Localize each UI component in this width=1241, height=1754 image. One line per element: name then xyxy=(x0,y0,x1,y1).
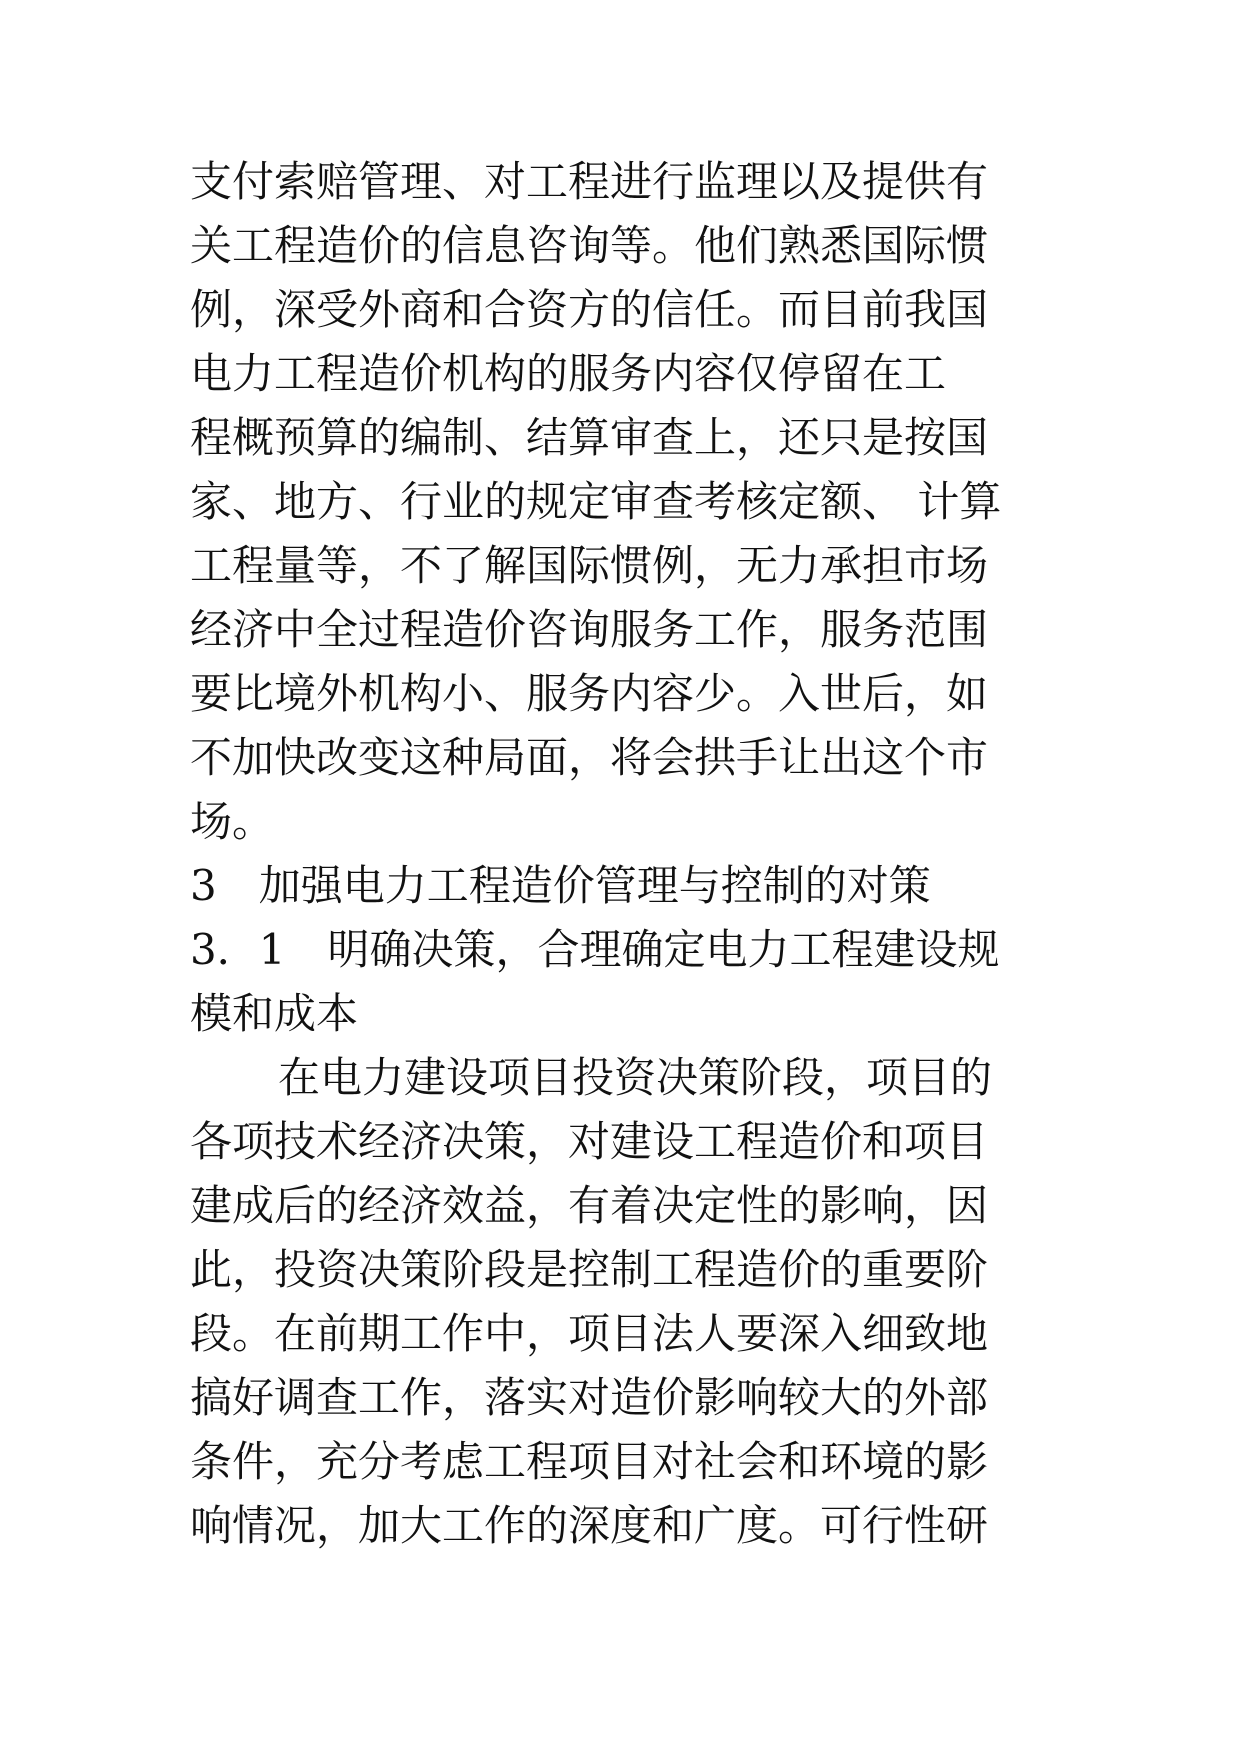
paragraph-line: 各项技术经济决策，对建设工程造价和项目 xyxy=(190,1117,989,1166)
section-heading: 3 加强电力工程造价管理与控制的对策 xyxy=(190,861,931,910)
paragraph-line: 建成后的经济效益，有着决定性的影响，因 xyxy=(190,1181,989,1230)
paragraph-line: 段。在前期工作中，项目法人要深入细致地 xyxy=(190,1309,989,1358)
paragraph-line: 响情况，加大工作的深度和广度。可行性研 xyxy=(190,1501,989,1550)
paragraph-line: 搞好调查工作，落实对造价影响较大的外部 xyxy=(190,1373,989,1422)
paragraph-line: 家、地方、行业的规定审查考核定额、 计算 xyxy=(190,477,1002,526)
paragraph-line: 电力工程造价机构的服务内容仅停留在工 xyxy=(190,349,947,398)
paragraph-line: 条件，充分考虑工程项目对社会和环境的影 xyxy=(190,1437,989,1486)
paragraph-line: 关工程造价的信息咨询等。他们熟悉国际惯 xyxy=(190,221,989,270)
paragraph-line: 场。 xyxy=(190,797,275,846)
paragraph-line: 支付索赔管理、对工程进行监理以及提供有 xyxy=(190,157,989,206)
paragraph-line: 例，深受外商和合资方的信任。而目前我国 xyxy=(190,285,989,334)
subsection-heading: 模和成本 xyxy=(190,989,359,1038)
document-body xyxy=(190,150,1060,1558)
paragraph-line: 此，投资决策阶段是控制工程造价的重要阶 xyxy=(190,1245,989,1294)
subsection-heading: 3．1 明确决策，合理确定电力工程建设规 xyxy=(190,925,1000,974)
paragraph-line: 在电力建设项目投资决策阶段，项目的 xyxy=(278,1053,993,1102)
paragraph-line: 不加快改变这种局面，将会拱手让出这个市 xyxy=(190,733,989,782)
paragraph-line: 要比境外机构小、服务内容少。入世后，如 xyxy=(190,669,989,718)
paragraph-line: 程概预算的编制、结算审查上，还只是按国 xyxy=(190,413,989,462)
paragraph-line: 经济中全过程造价咨询服务工作，服务范围 xyxy=(190,605,989,654)
paragraph-line: 工程量等，不了解国际惯例，无力承担市场 xyxy=(190,541,989,590)
